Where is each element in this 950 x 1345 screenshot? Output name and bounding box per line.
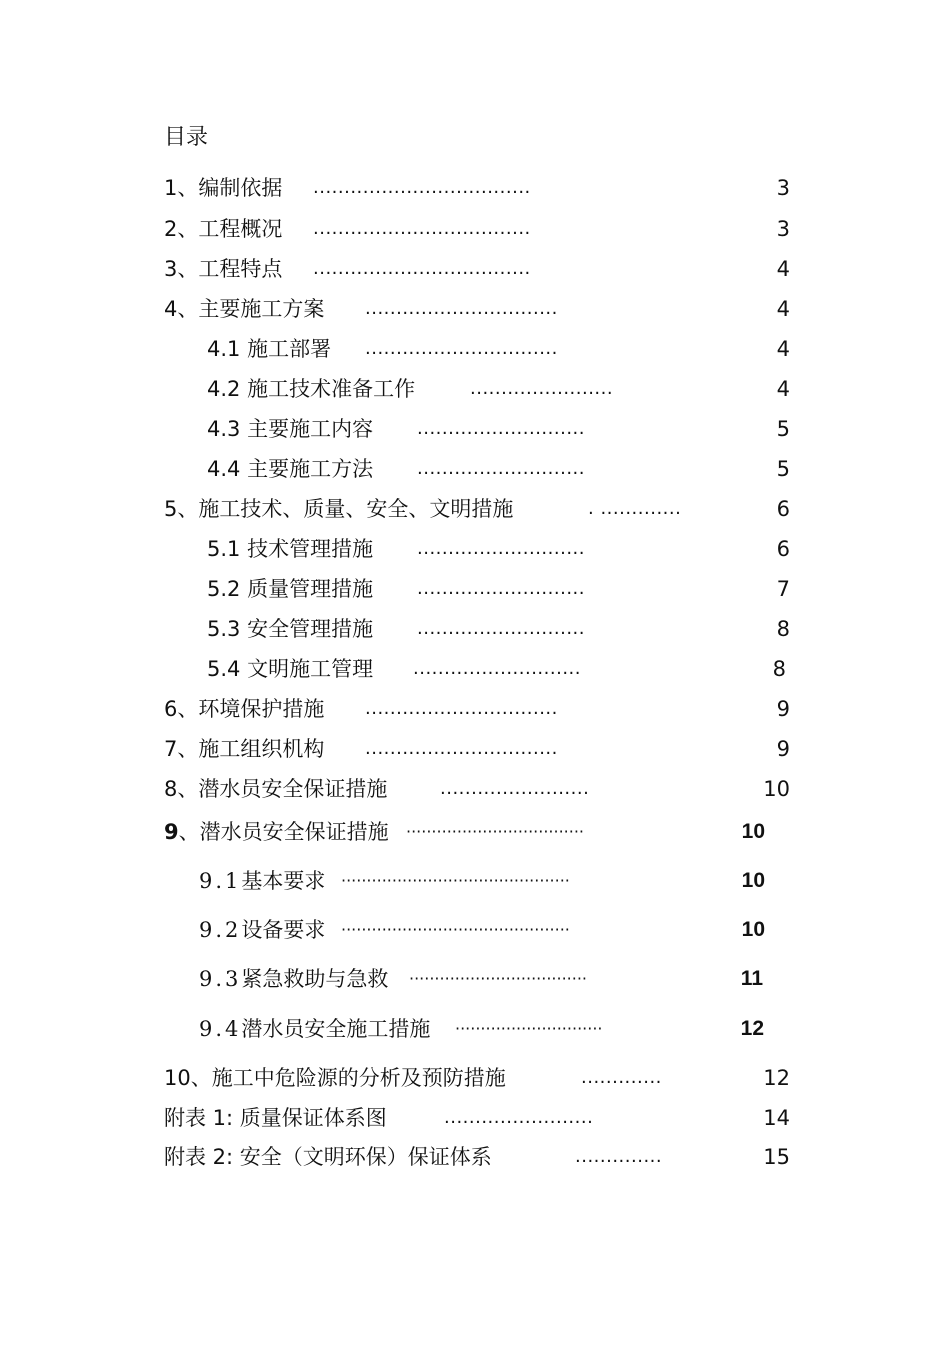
toc-entry-leader: ........................... <box>417 538 585 559</box>
toc-entry[interactable] <box>0 535 950 563</box>
toc-entry-page: 6 <box>776 537 790 561</box>
toc-entry-leader: ··································· <box>406 822 585 841</box>
toc-entry-leader: ........................... <box>413 658 581 679</box>
toc-entry-leader: ············································· <box>341 920 570 939</box>
toc-entry[interactable] <box>0 655 950 683</box>
toc-entry-label: 5.1 技术管理措施 <box>207 537 374 561</box>
toc-entry-leader: ............................... <box>365 338 558 359</box>
toc-entry-leader: ........................ <box>440 778 590 799</box>
toc-entry-leader: ................................... <box>313 177 531 198</box>
toc-entry[interactable] <box>0 965 950 993</box>
toc-entry-leader: ............................... <box>365 698 558 719</box>
toc-entry-number: 9.2 <box>199 918 242 942</box>
toc-entry[interactable] <box>0 415 950 443</box>
toc-entry[interactable] <box>0 818 950 846</box>
toc-entry-label: 4.2 施工技术准备工作 <box>207 377 416 401</box>
toc-entry-leader: ............. <box>581 1067 662 1088</box>
toc-entry-page: 3 <box>776 217 790 241</box>
toc-entry-label: 4.4 主要施工方法 <box>207 457 374 481</box>
toc-entry-page: 8 <box>776 617 790 641</box>
toc-entry-leader: ............................... <box>365 298 558 319</box>
toc-entry-text: 基本要求 <box>241 869 326 893</box>
toc-entry-label: 4.1 施工部署 <box>207 337 332 361</box>
toc-entry-label: 5.4 文明施工管理 <box>207 657 374 681</box>
toc-entry-leader: ........................... <box>417 458 585 479</box>
toc-entry[interactable] <box>0 455 950 483</box>
toc-entry-label: 1、编制依据 <box>164 176 283 200</box>
toc-entry[interactable] <box>0 916 950 944</box>
toc-entry[interactable] <box>0 695 950 723</box>
toc-entry-leader: ........................... <box>417 418 585 439</box>
toc-entry-page: 4 <box>776 257 790 281</box>
toc-entry[interactable] <box>0 255 950 283</box>
toc-entry-label: 3、工程特点 <box>164 257 283 281</box>
toc-entry-text: 、潜水员安全保证措施 <box>178 820 389 844</box>
toc-entry[interactable] <box>0 575 950 603</box>
toc-entry-label: 5.2 质量管理措施 <box>207 577 374 601</box>
toc-entry-label <box>199 867 325 895</box>
toc-entry[interactable] <box>0 867 950 895</box>
toc-entry-leader: ........................... <box>417 578 585 599</box>
toc-entry-leader: ....................... <box>470 378 614 399</box>
toc-entry-page: 10 <box>741 869 765 892</box>
toc-title: 目录 <box>164 125 209 150</box>
toc-entry[interactable] <box>0 1064 950 1092</box>
toc-entry-number: 9 <box>164 820 179 844</box>
toc-entry[interactable] <box>0 1104 950 1132</box>
toc-entry-number: 9.3 <box>199 967 242 991</box>
toc-entry-label <box>199 1015 430 1043</box>
toc-entry-leader: . ............. <box>588 498 682 519</box>
toc-entry-leader: ............................... <box>365 738 558 759</box>
toc-entry-page: 5 <box>776 457 790 481</box>
toc-entry-page: 12 <box>740 1017 764 1040</box>
toc-entry-leader: ············································· <box>341 871 570 890</box>
toc-entry-number: 9.1 <box>199 869 242 893</box>
toc-entry-label: 4.3 主要施工内容 <box>207 417 374 441</box>
toc-entry[interactable] <box>0 295 950 323</box>
toc-entry-page: 12 <box>763 1066 790 1090</box>
toc-entry-label: 附表 2: 安全（文明环保）保证体系 <box>164 1145 492 1169</box>
toc-entry-leader: ................................... <box>313 218 531 239</box>
toc-entry-label: 4、主要施工方案 <box>164 297 325 321</box>
toc-entry[interactable] <box>0 174 950 202</box>
toc-entry-label <box>199 965 388 993</box>
toc-entry-text: 紧急救助与急救 <box>241 967 389 991</box>
toc-entry[interactable] <box>0 215 950 243</box>
toc-entry-page: 10 <box>741 918 765 941</box>
toc-entry-leader: ····························· <box>455 1019 603 1038</box>
toc-entry-page: 10 <box>763 777 790 801</box>
toc-entry-page: 9 <box>776 737 790 761</box>
toc-entry-page: 4 <box>776 337 790 361</box>
toc-entry-page: 5 <box>776 417 790 441</box>
toc-entry[interactable] <box>0 1015 950 1043</box>
toc-entry-label <box>199 916 325 944</box>
toc-entry-label: 8、潜水员安全保证措施 <box>164 777 388 801</box>
toc-entry-leader: ................................... <box>313 258 531 279</box>
toc-entry-page: 15 <box>763 1145 790 1169</box>
toc-entry-label: 5.3 安全管理措施 <box>207 617 374 641</box>
toc-entry-label: 10、施工中危险源的分析及预防措施 <box>164 1066 506 1090</box>
toc-entry-leader: ··································· <box>409 969 588 988</box>
toc-entry[interactable] <box>0 775 950 803</box>
toc-entry[interactable] <box>0 615 950 643</box>
toc-entry-label: 附表 1: 质量保证体系图 <box>164 1106 387 1130</box>
toc-entry-text: 潜水员安全施工措施 <box>241 1017 431 1041</box>
toc-entry-leader: .............. <box>575 1146 663 1167</box>
toc-entry[interactable] <box>0 495 950 523</box>
toc-entry[interactable] <box>0 375 950 403</box>
toc-entry[interactable] <box>0 335 950 363</box>
toc-entry-page: 4 <box>776 377 790 401</box>
toc-entry-page: 14 <box>763 1106 790 1130</box>
toc-entry-number: 9.4 <box>199 1017 242 1041</box>
toc-entry-text: 设备要求 <box>241 918 326 942</box>
toc-entry-page: 10 <box>741 820 765 843</box>
toc-entry-page: 6 <box>776 497 790 521</box>
toc-entry-page: 11 <box>740 967 763 990</box>
toc-entry-page: 4 <box>776 297 790 321</box>
toc-entry[interactable] <box>0 735 950 763</box>
toc-entry-leader: ........................ <box>444 1107 594 1128</box>
toc-entry-label <box>164 818 389 846</box>
toc-entry-label: 2、工程概况 <box>164 217 283 241</box>
toc-entry-page: 9 <box>776 697 790 721</box>
toc-entry-page: 3 <box>776 176 790 200</box>
toc-entry-label: 7、施工组织机构 <box>164 737 325 761</box>
toc-entry[interactable] <box>0 1143 950 1171</box>
toc-entry-page: 8 <box>772 657 786 681</box>
toc-entry-label: 6、环境保护措施 <box>164 697 325 721</box>
toc-entry-leader: ........................... <box>417 618 585 639</box>
toc-entry-label: 5、施工技术、质量、安全、文明措施 <box>164 497 514 521</box>
toc-entry-page: 7 <box>776 577 790 601</box>
